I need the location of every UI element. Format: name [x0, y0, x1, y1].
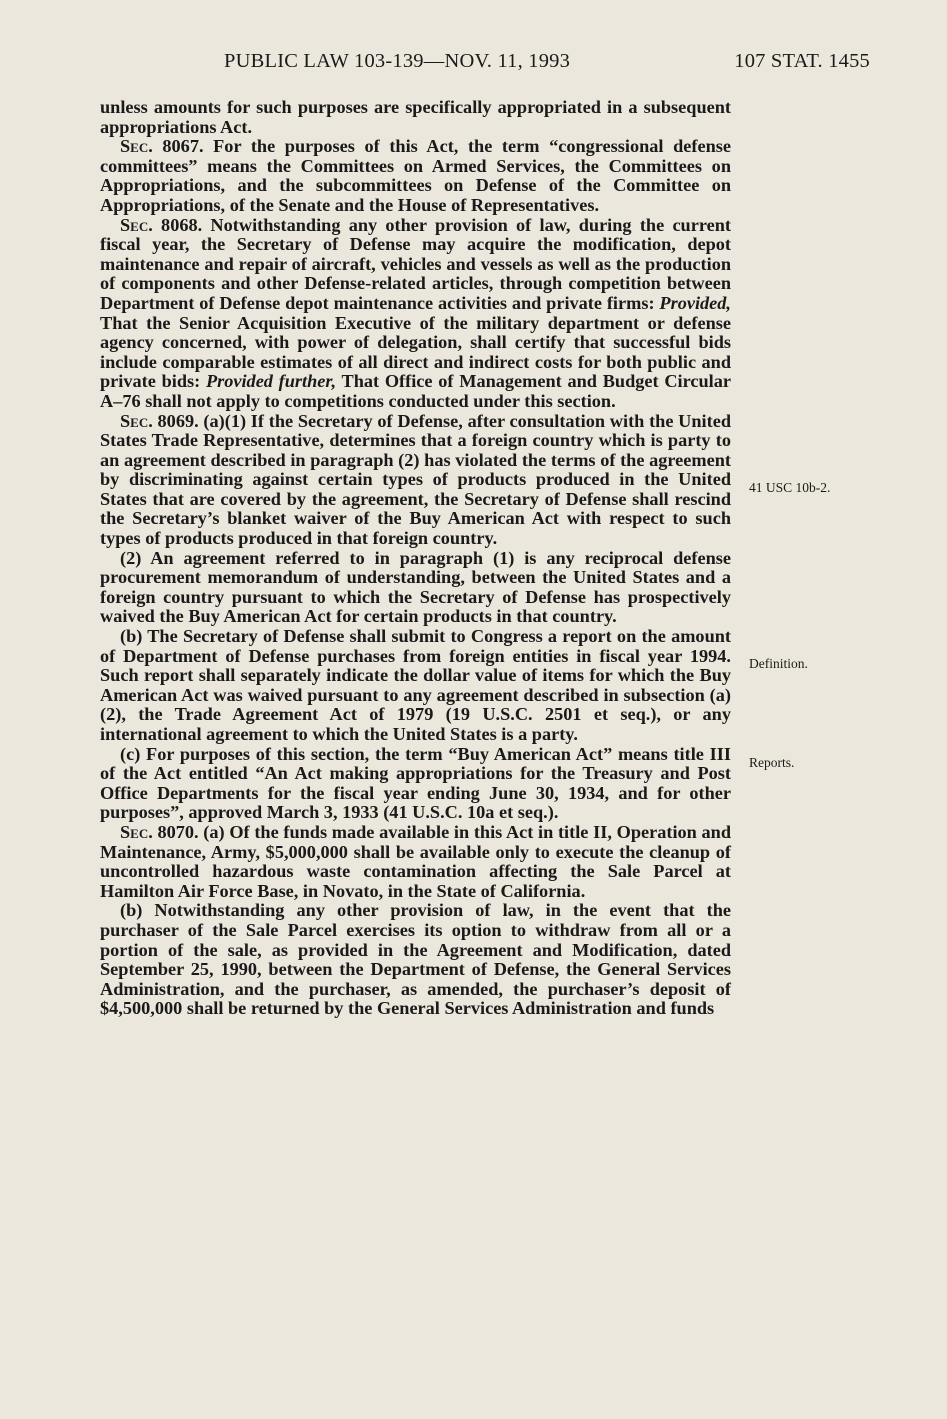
proviso-provided-further: Provided further,: [205, 371, 337, 392]
section-8067-text: 8067. For the purposes of this Act, the term “congressional defense committees” means the Committees on Armed Services, the Committees on Appropriations, and the subcommittees on Defense of the Committee on Appropriations, of the Senate and the House of Representatives.: [100, 136, 731, 215]
header-stat-page: 107 STAT. 1455: [734, 50, 870, 72]
section-8067: [100, 137, 731, 215]
paragraph-1-text: unless amounts for such purposes are specifically appropriated in a subsequent appropriations Act.: [100, 97, 731, 137]
paragraph-1: [100, 98, 731, 137]
proviso-provided: Provided,: [659, 292, 731, 313]
sec-label: Sec.: [120, 136, 153, 157]
sec-label: Sec.: [120, 410, 153, 431]
margin-note-definition: Definition.: [749, 656, 808, 671]
section-8068: [100, 216, 731, 412]
section-8070-a-text: 8070. (a) Of the funds made available in this Act in title II, Operation and Maintenance, Army, $5,000,000 shall be available only to execute the cleanup of uncontrolled hazardous waste contamination affecting the Sale Parcel at Hamilton Air Force Base, in Novato, in the State of California.: [100, 821, 731, 901]
running-header: [100, 50, 870, 80]
section-8070-a: [100, 823, 731, 901]
margin-note-citation: 41 USC 10b-2.: [749, 480, 831, 495]
section-8068-text-a: 8068. Notwithstanding any other provision of law, during the current fiscal year, the Secretary of Defense may acquire the modification, depot maintenance and repair of aircraft, vehicles and vessels as well as the production of components and other Defense-related articles, through competition between Department of Defense depot maintenance activities and private firms:: [100, 214, 731, 313]
section-8069-a1-text: 8069. (a)(1) If the Secretary of Defense, after consultation with the United States Trade Representative, determines that a foreign country which is party to an agreement described in paragraph (2) has violated the terms of the agreement by discriminating against certain types of products produced in the United States that are covered by the agreement, the Secretary of Defense shall rescind the Secretary’s blanket waiver of the Buy American Act with respect to such types of products produced in that foreign country.: [100, 410, 731, 549]
section-8069-b-text: (b) The Secretary of Defense shall submit to Congress a report on the amount of Department of Defense purchases from foreign entities in fiscal year 1994. Such report shall separately indicate the dollar value of items for which the Buy American Act was waived pursuant to any agreement described in subsection (a)(2), the Trade Agreement Act of 1979 (19 U.S.C. 2501 et seq.), or any international agreement to which the United States is a party.: [100, 626, 731, 744]
section-8069-a2: [100, 549, 731, 627]
section-8070-b: [100, 901, 731, 1019]
section-8069-a2-text: (2) An agreement referred to in paragraph (1) is any reciprocal defense procurement memorandum of understanding, between the United States and a foreign country pursuant to which the Secretary of Defense has prospectively waived the Buy American Act for certain products in that country.: [100, 547, 731, 627]
section-8069-b: [100, 627, 731, 745]
section-8070-b-text: (b) Notwithstanding any other provision of law, in the event that the purchaser of the Sale Parcel exercises its option to withdraw from all or a portion of the sale, as provided in the Agreement and Modification, dated September 25, 1990, between the Department of Defense, the General Services Administration, and the purchaser, as amended, the purchaser’s deposit of $4,500,000 shall be returned by the General Services Administration and funds: [100, 900, 731, 1019]
section-8068-text-b: That the Senior Acquisition Executive of the military department or defense agency concerned, with power of delegation, shall certify that successful bids include comparable estimates of all direct and indirect costs for both public and private bids:: [100, 312, 731, 392]
sec-label: Sec.: [120, 821, 153, 842]
sec-label: Sec.: [120, 214, 153, 235]
section-8068-text-c: That Office of Management and Budget Circular A–76 shall not apply to competitions conducted under this section.: [100, 371, 731, 411]
header-title: PUBLIC LAW 103-139—NOV. 11, 1993: [224, 50, 571, 72]
section-8069-c: [100, 745, 731, 823]
margin-note-reports: Reports.: [749, 755, 795, 770]
document-body: [100, 98, 731, 1019]
section-8069-a1: [100, 412, 731, 549]
section-8069-c-text: (c) For purposes of this section, the term “Buy American Act” means title III of the Act entitled “An Act making appropriations for the Treasury and Post Office Departments for the fiscal year ending June 30, 1934, and for other purposes”, approved March 3, 1933 (41 U.S.C. 10a et seq.).: [100, 743, 731, 823]
